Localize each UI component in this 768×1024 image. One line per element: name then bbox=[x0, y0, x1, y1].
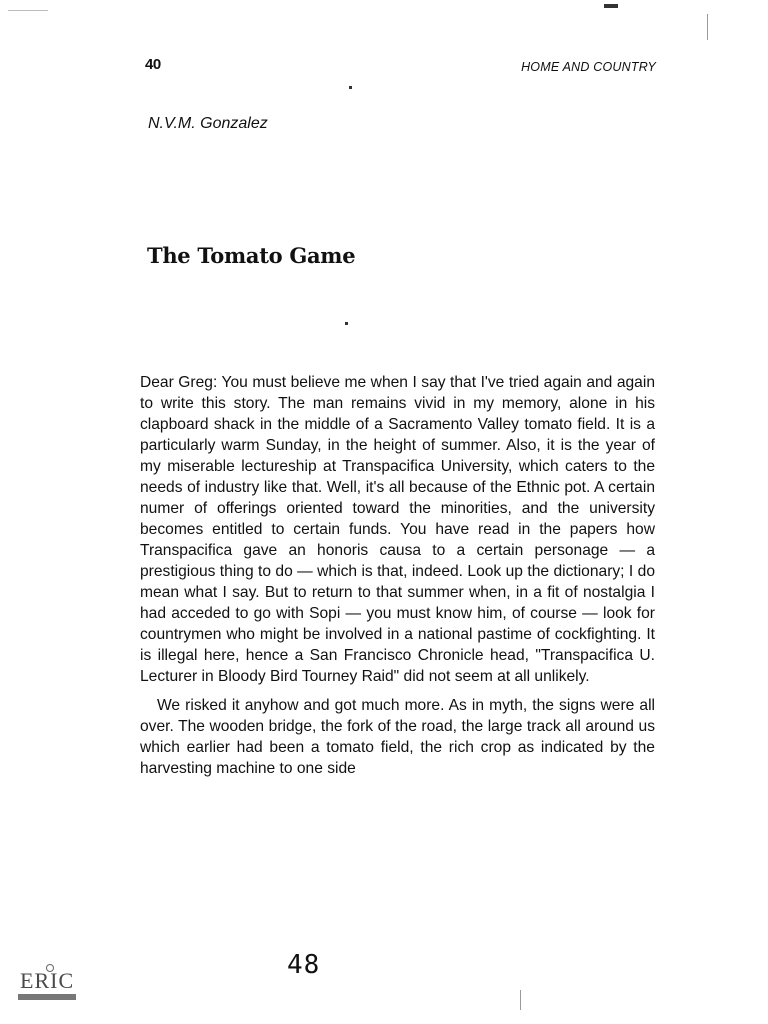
paragraph-1: Dear Greg: You must believe me when I say that I've tried again and again to write this story. The man remains vivid in my memory, alone in his clapboard shack in the middle of a Sacramento Valley tomato field. It is a particularly warm Sunday, in the height of summer. Also, it is the year of my miserable lectureship at Transpacifica University, which caters to the needs of industry like that. Well, it's all because of the Ethnic pot. A certain numer of offerings oriented toward the minorities, and the university becomes entitled to certain funds. You have read in the papers how Transpacifica gave an honoris causa to a certain personage — a prestigious thing to do — which is that, indeed. Look up the dictionary; I do mean what I say. But to return to that summer when, in a fit of nostalgia I had acceded to go with Sopi — you must know him, of course — look for countrymen who might be involved in a national pastime of cockfighting. It is illegal here, hence a San Francisco Chronicle head, "Transpacifica U. Lecturer in Bloody Bird Tourney Raid" did not seem at all unlikely. bbox=[140, 374, 655, 685]
eric-logo-text: ERIC bbox=[20, 968, 75, 993]
page-number: 40 bbox=[145, 56, 161, 73]
body-text bbox=[140, 372, 655, 787]
scan-speck bbox=[349, 86, 352, 89]
scan-speck bbox=[345, 322, 348, 325]
scan-speck bbox=[604, 4, 618, 8]
author-name: N.V.M. Gonzalez bbox=[148, 115, 268, 132]
scan-speck bbox=[520, 990, 521, 1010]
scan-speck bbox=[707, 14, 708, 40]
paragraph-2: We risked it anyhow and got much more. As in myth, the signs were all over. The wooden bridge, the fork of the road, the large track all around us which earlier had been a tomato field, the rich crop as indicated by the harvesting machine to one side bbox=[140, 697, 655, 777]
folio-number: 48 bbox=[287, 950, 321, 980]
running-head: HOME AND COUNTRY bbox=[521, 60, 656, 74]
story-title: The Tomato Game bbox=[147, 243, 356, 268]
eric-logo-bar bbox=[18, 994, 76, 1000]
eric-logo bbox=[14, 964, 80, 1004]
scan-speck bbox=[8, 10, 48, 11]
